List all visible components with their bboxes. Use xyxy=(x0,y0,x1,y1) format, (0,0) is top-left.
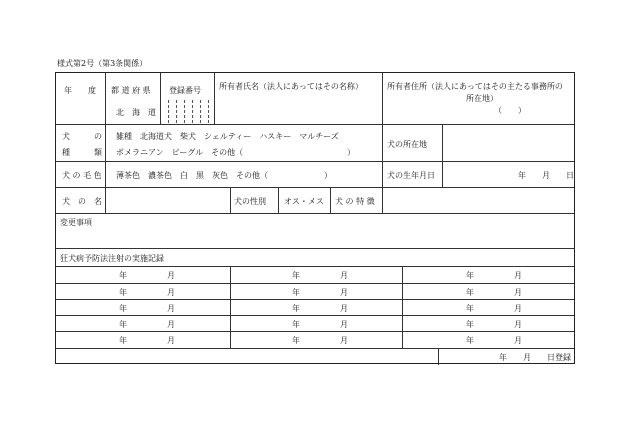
dog-sex-label: 犬の性別 xyxy=(234,197,266,206)
registration-number-label: 登録番号 xyxy=(169,86,201,95)
owner-address-paren: （ ） xyxy=(494,106,526,115)
rabies-record-cell: 年 月 xyxy=(466,271,522,280)
rabies-record-cell: 年 月 xyxy=(466,336,522,345)
form-title: 様式第2号（第3条関係） xyxy=(57,59,148,68)
rabies-record-cell: 年 月 xyxy=(292,288,348,297)
owner-address-label-2: 所在地） xyxy=(466,94,498,103)
rabies-record-cell: 年 月 xyxy=(466,320,522,329)
dog-sex-value: オス・メス xyxy=(284,197,324,206)
rabies-record-cell: 年 月 xyxy=(119,336,175,345)
breed-label-2: 種 類 xyxy=(62,148,102,157)
birth-date-value: 年 月 日 xyxy=(518,171,574,180)
rabies-record-cell: 年 月 xyxy=(119,288,175,297)
rabies-record-cell: 年 月 xyxy=(292,271,348,280)
prefecture-value: 北 海 道 xyxy=(116,108,156,117)
year-label: 年 度 xyxy=(64,86,96,95)
owner-address-label: 所有者住所（法人にあってはその主たる事務所の xyxy=(387,82,563,91)
rabies-record-cell: 年 月 xyxy=(292,304,348,313)
rabies-record-cell: 年 月 xyxy=(119,320,175,329)
rabies-record-cell: 年 月 xyxy=(292,336,348,345)
registered-date: 年 月 日登録 xyxy=(499,353,571,362)
dog-location-label: 犬の所在地 xyxy=(387,140,427,149)
dog-registry-form xyxy=(55,72,575,364)
rabies-record-cell: 年 月 xyxy=(466,288,522,297)
birth-date-label: 犬の生年月日 xyxy=(387,171,435,180)
changes-label: 変更事項 xyxy=(60,218,92,227)
owner-name-label: 所有者氏名（法人にあってはその名称） xyxy=(219,82,363,91)
prefecture-label: 都 道 府 県 xyxy=(111,86,151,95)
dog-name-label: 犬 の 名 xyxy=(62,197,102,206)
breed-options: 雑種 北海道犬 柴犬 シェルティー ハスキー マルチーズ xyxy=(116,132,339,141)
breed-label: 犬 の xyxy=(62,132,102,141)
breed-options-2: ポメラニアン ビーグル その他（ ） xyxy=(116,148,356,157)
rabies-record-label: 狂犬病予防法注射の実施記録 xyxy=(60,254,164,263)
coat-color-label: 犬 の 毛 色 xyxy=(62,171,102,180)
rabies-record-cell: 年 月 xyxy=(119,271,175,280)
rabies-record-cell: 年 月 xyxy=(466,304,522,313)
coat-color-options: 薄茶色 濃茶色 白 黒 灰色 その他（ ） xyxy=(116,171,332,180)
rabies-record-cell: 年 月 xyxy=(119,304,175,313)
rabies-record-cell: 年 月 xyxy=(292,320,348,329)
dog-features-label: 犬 の 特 徴 xyxy=(335,197,375,206)
